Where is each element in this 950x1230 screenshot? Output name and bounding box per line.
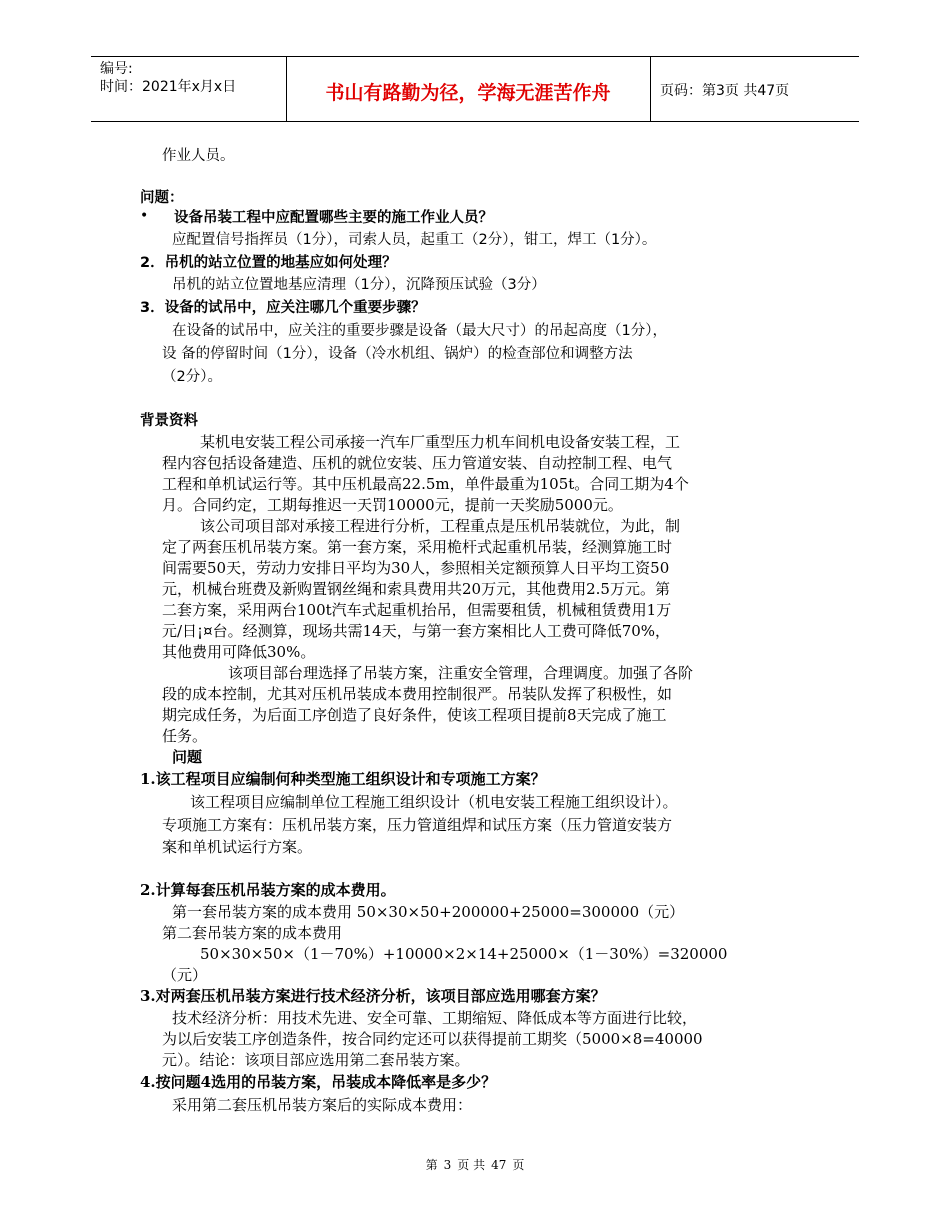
paragraph-line: 该项目部台理选择了吊装方案，注重安全管理，合理调度。加强了各阶 bbox=[228, 664, 694, 682]
question-heading: 2.计算每套压机吊装方案的成本费用。 bbox=[140, 881, 396, 899]
paragraph-line: 某机电安装工程公司承接一汽车厂重型压力机车间机电设备安装工程，工 bbox=[200, 433, 681, 451]
paragraph-line: 元/日¡¤台。经测算，现场共需14天，与第一套方案相比人工费可降低70%， bbox=[162, 622, 671, 640]
question-heading: 1.该工程项目应编制何种类型施工组织设计和专项施工方案？ bbox=[140, 770, 546, 788]
header-top-rule bbox=[91, 56, 859, 57]
answer-line: 技术经济分析：用技术先进、安全可靠、工期缩短、降低成本等方面进行比较， bbox=[172, 1009, 698, 1027]
question-heading: 4.按问题4选用的吊装方案，吊装成本降低率是多少？ bbox=[140, 1073, 497, 1091]
paragraph-line: 其他费用可降低30%。 bbox=[162, 643, 316, 661]
time-label: 时间：2021年x月x日 bbox=[100, 79, 237, 95]
answer-line: 应配置信号指挥员（1分），司索人员，起重工（2分），钳工，焊工（1分）。 bbox=[172, 232, 657, 248]
answer-line: 50×30×50×（1－70%）+10000×2×14+25000×（1－30%）=320000 bbox=[200, 945, 728, 963]
answer-line: 第二套吊装方案的成本费用 bbox=[162, 924, 343, 942]
question-heading: 3．设备的试吊中，应关注哪几个重要步骤？ bbox=[140, 300, 426, 316]
paragraph-line: 间需要50天，劳动力安排日平均为30人，参照相关定额预算人日平均工资50 bbox=[162, 559, 670, 577]
answer-line: 采用第二套压机吊装方案后的实际成本费用： bbox=[172, 1096, 473, 1114]
footer-page-suffix: 页 bbox=[512, 1158, 525, 1172]
paragraph-line: 工程和单机试运行等。其中压机最高22.5m，单件最重为105t。合同工期为4个 bbox=[162, 475, 689, 493]
footer-page-mid: 页 共 bbox=[457, 1158, 486, 1172]
footer-total-pages: 47 bbox=[491, 1158, 507, 1172]
paragraph-line: 段的成本控制，尤其对压机吊装成本费用控制很严。吊装队发挥了积极性，如 bbox=[162, 685, 673, 703]
answer-line: 该工程项目应编制单位工程施工组织设计（机电安装工程施工组织设计）。 bbox=[190, 793, 678, 811]
paragraph-line: 元，机械台班费及新购置钢丝绳和索具费用共20万元，其他费用2.5万元。第 bbox=[162, 580, 670, 598]
answer-line: 为以后安装工序创造条件，按合同约定还可以获得提前工期奖（5000×8=40000 bbox=[162, 1030, 703, 1048]
answer-line: 在设备的试吊中，应关注的重要步骤是设备（最大尺寸）的吊起高度（1分）， bbox=[172, 323, 667, 339]
answer-line: 专项施工方案有：压机吊装方案，压力管道组焊和试压方案（压力管道安装方 bbox=[162, 816, 673, 834]
header-motto: 书山有路勤为径，学海无涯苦作舟 bbox=[325, 82, 611, 104]
header-meta bbox=[100, 60, 236, 96]
header-bottom-rule bbox=[91, 121, 859, 122]
section-heading: 背景资料 bbox=[140, 413, 198, 429]
answer-line: （元） bbox=[162, 966, 208, 984]
answer-line: 吊机的站立位置地基应清理（1分），沉降预压试验（3分） bbox=[172, 277, 546, 293]
page-footer bbox=[0, 1156, 950, 1173]
header-divider-right bbox=[650, 56, 651, 121]
question-heading: 2．吊机的站立位置的地基应如何处理？ bbox=[140, 255, 397, 271]
paragraph-line: 程内容包括设备建造、压机的就位安装、压力管道安装、自动控制工程、电气 bbox=[162, 454, 673, 472]
question-heading: 3.对两套压机吊装方案进行技术经济分析，该项目部应选用哪套方案？ bbox=[140, 987, 606, 1005]
answer-line: 第一套吊装方案的成本费用 50×30×50+200000+25000=300000（元） bbox=[172, 903, 685, 921]
paragraph-line: 期完成任务，为后面工序创造了良好条件，使该工程项目提前8天完成了施工 bbox=[162, 706, 667, 724]
answer-line: 设 备的停留时间（1分），设备（冷水机组、锅炉）的检查部位和调整方法 bbox=[162, 346, 633, 362]
text-line: 作业人员。 bbox=[162, 148, 235, 164]
answer-line: 元）。结论：该项目部应选用第二套吊装方案。 bbox=[162, 1051, 470, 1069]
section-heading: 问题： bbox=[140, 190, 184, 206]
footer-page-prefix: 第 bbox=[425, 1158, 438, 1172]
paragraph-line: 任务。 bbox=[162, 727, 208, 745]
paragraph-line: 月。合同约定，工期每推迟一天罚10000元，提前一天奖励5000元。 bbox=[162, 496, 623, 514]
footer-current-page: 3 bbox=[443, 1158, 452, 1172]
number-label: 编号: bbox=[100, 61, 133, 77]
paragraph-line: 该公司项目部对承接工程进行分析，工程重点是压机吊装就位，为此，制 bbox=[200, 517, 681, 535]
answer-line: 案和单机试运行方案。 bbox=[162, 838, 313, 856]
section-heading: 问题 bbox=[172, 748, 203, 766]
bullet-icon: • bbox=[140, 208, 149, 224]
header-page-label: 页码：第3页 共47页 bbox=[660, 83, 790, 99]
paragraph-line: 定了两套压机吊装方案。第一套方案，采用桅杆式起重机吊装，经测算施工时 bbox=[162, 538, 673, 556]
question-heading: 设备吊装工程中应配置哪些主要的施工作业人员？ bbox=[174, 210, 493, 226]
paragraph-line: 二套方案，采用两台100t汽车式起重机抬吊，但需要租赁，机械租赁费用1万 bbox=[162, 601, 672, 619]
answer-line: （2分）。 bbox=[162, 369, 222, 385]
